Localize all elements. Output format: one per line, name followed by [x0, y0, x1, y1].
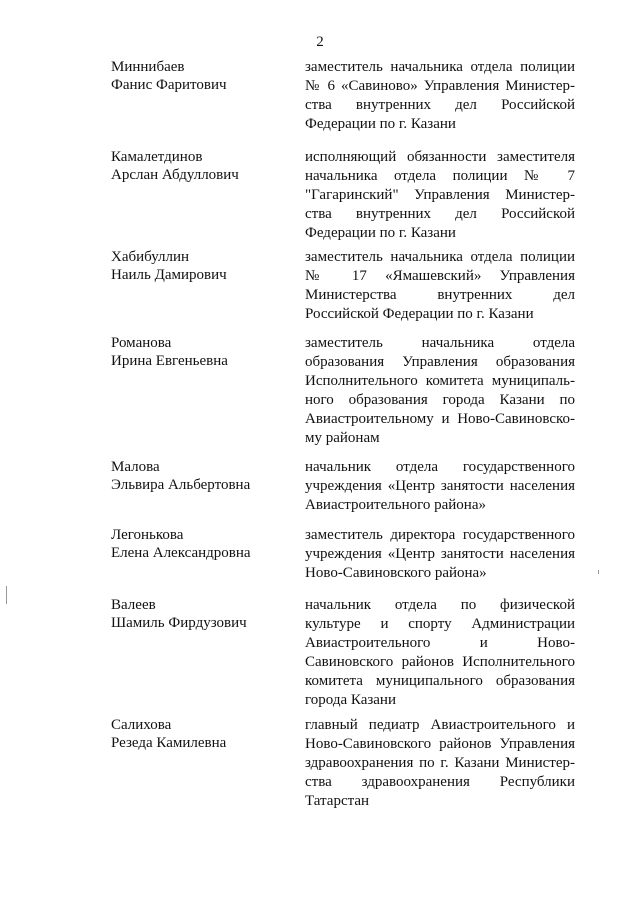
person-name — [111, 334, 291, 370]
position-line: № 17 «Ямашевский» Управления — [305, 268, 575, 284]
position-description — [305, 248, 575, 324]
position-line: учреждения «Центр занятости населения — [305, 478, 575, 494]
position-line: города Казани — [305, 692, 396, 708]
position-description — [305, 526, 575, 583]
position-line: заместитель начальника отдела полиции — [305, 249, 575, 265]
position-line: "Гагаринский" Управления Министер- — [305, 187, 575, 203]
position-line: му районам — [305, 430, 380, 446]
position-description — [305, 458, 575, 515]
scan-speck — [6, 586, 7, 604]
surname: Романова — [111, 335, 172, 351]
person-name — [111, 526, 291, 562]
position-line: Федерации по г. Казани — [305, 116, 456, 132]
position-line: заместитель директора государственного — [305, 527, 575, 543]
person-name — [111, 596, 291, 632]
position-line: Российской Федерации по г. Казани — [305, 306, 534, 322]
position-line: № 6 «Савиново» Управления Министер- — [305, 78, 575, 94]
given-name: Эльвира Альбертовна — [111, 477, 251, 493]
given-name: Ирина Евгеньевна — [111, 353, 228, 369]
position-line: Федерации по г. Казани — [305, 225, 456, 241]
position-line: Авиастроительного и Ново- — [305, 635, 575, 651]
surname: Камалетдинов — [111, 149, 203, 165]
surname: Малова — [111, 459, 160, 475]
position-line: Савиновского районов Исполнительного — [305, 654, 575, 670]
position-description — [305, 58, 575, 134]
position-line: начальник отдела государственного — [305, 459, 575, 475]
position-description — [305, 334, 575, 448]
person-name — [111, 716, 291, 752]
page-number: 2 — [316, 34, 324, 50]
surname: Миннибаев — [111, 59, 185, 75]
surname: Легонькова — [111, 527, 184, 543]
position-description — [305, 596, 575, 710]
position-line: ства здравоохранения Республики — [305, 774, 575, 790]
surname: Хабибуллин — [111, 249, 190, 265]
position-line: здравоохранения по г. Казани Министер- — [305, 755, 575, 771]
scan-speck — [598, 570, 599, 574]
surname: Валеев — [111, 597, 156, 613]
position-line: Исполнительного комитета муниципаль- — [305, 373, 575, 389]
position-line: Министерства внутренних дел — [305, 287, 575, 303]
position-description — [305, 148, 575, 243]
position-line: ства внутренних дел Российской — [305, 206, 575, 222]
position-line: учреждения «Центр занятости населения — [305, 546, 575, 562]
given-name: Фанис Фаритович — [111, 77, 227, 93]
position-line: культуре и спорту Администрации — [305, 616, 575, 632]
given-name: Резеда Камилевна — [111, 735, 227, 751]
given-name: Елена Александровна — [111, 545, 251, 561]
surname: Салихова — [111, 717, 172, 733]
given-name: Шамиль Фирдузович — [111, 615, 247, 631]
position-line: Авиастроительному и Ново-Савиновско- — [305, 411, 575, 427]
position-description — [305, 716, 575, 811]
position-line: Татарстан — [305, 793, 370, 809]
position-line: Авиастроительного района» — [305, 497, 486, 513]
position-line: заместитель начальника отдела — [305, 335, 575, 351]
position-line: ства внутренних дел Российской — [305, 97, 575, 113]
position-line: Ново-Савиновского районов Управления — [305, 736, 575, 752]
given-name: Арслан Абдуллович — [111, 167, 239, 183]
position-line: исполняющий обязанности заместителя — [305, 149, 575, 165]
position-line: образования Управления образования — [305, 354, 575, 370]
person-name — [111, 458, 291, 494]
position-line: начальник отдела по физической — [305, 597, 575, 613]
person-name — [111, 58, 291, 94]
person-name — [111, 148, 291, 184]
position-line: главный педиатр Авиастроительного и — [305, 717, 575, 733]
position-line: заместитель начальника отдела полиции — [305, 59, 575, 75]
person-name — [111, 248, 291, 284]
position-line: Ново-Савиновского района» — [305, 565, 487, 581]
position-line: ного образования города Казани по — [305, 392, 575, 408]
position-line: комитета муниципального образования — [305, 673, 575, 689]
position-line: начальника отдела полиции № 7 — [305, 168, 575, 184]
given-name: Наиль Дамирович — [111, 267, 227, 283]
